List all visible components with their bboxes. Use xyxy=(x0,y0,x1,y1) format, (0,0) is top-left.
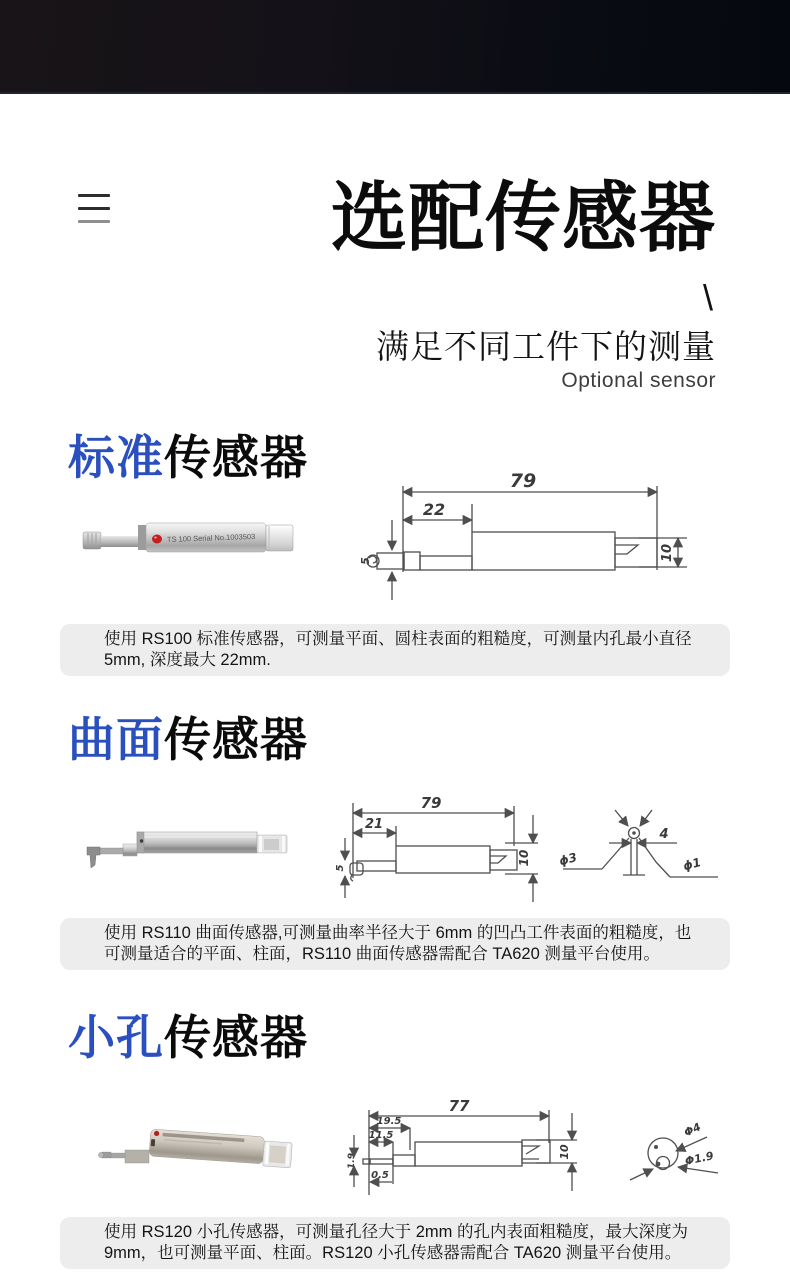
menu-line xyxy=(78,207,110,210)
photo-curved-sensor xyxy=(80,822,295,884)
photo-smallhole-sensor xyxy=(90,1112,300,1180)
dim-stem-length: 4 xyxy=(659,827,669,842)
dim-stem-dia: ϕ1 xyxy=(681,855,703,874)
top-black-banner xyxy=(0,0,790,94)
photo-standard-sensor xyxy=(75,511,300,573)
page-subtitle: 满足不同工件下的测量 xyxy=(376,328,716,365)
dim-overall-length: 77 xyxy=(448,1097,470,1115)
dim-tip-dia: 1.9 xyxy=(347,1153,357,1169)
page-title: 选配传感器 xyxy=(331,176,716,261)
description-box-standard xyxy=(60,624,730,676)
dim-ball-dia: ϕ3 xyxy=(557,850,579,869)
drawing-curved-tip-detail xyxy=(553,795,788,903)
probe-tip xyxy=(98,1152,103,1157)
dim-step1: 19.5 xyxy=(376,1116,402,1127)
description-text: 使用 RS110 曲面传感器,可测量曲率半径大于 6mm 的凹凸工件表面的粗糙度，也可测量适合的平面、柱面，RS110 曲面传感器需配合 TA620 测量平台使用。 xyxy=(104,924,692,963)
backslash-decoration: \ xyxy=(702,277,713,318)
drawing-standard-side-view xyxy=(356,466,696,608)
menu-line xyxy=(78,194,110,197)
probe-shaft xyxy=(111,1153,125,1158)
probe-shaft xyxy=(98,848,123,854)
description-text: 使用 RS100 标准传感器，可测量平面、圆柱表面的粗糙度，可测量内孔最小直径 5mm, 深度最大 22mm. xyxy=(104,630,692,669)
dim-tip-dia: 5 xyxy=(335,864,346,872)
page-subtitle-en: Optional sensor xyxy=(561,369,716,392)
menu-lines-icon xyxy=(78,194,110,223)
collar xyxy=(138,525,147,550)
menu-line xyxy=(78,220,110,223)
dim-tip-dia: 5 xyxy=(359,557,372,565)
dim-body-height: 10 xyxy=(660,543,675,563)
description-box-curved xyxy=(60,918,730,970)
sensor-body xyxy=(137,832,257,853)
probe-shaft xyxy=(101,536,138,547)
dim-body-height: 10 xyxy=(517,849,531,867)
section-heading-curved xyxy=(68,715,308,764)
red-dot xyxy=(152,535,162,544)
probe-block xyxy=(125,1150,149,1163)
dim-probe-length: 22 xyxy=(422,500,446,519)
heading-highlight: 标准 xyxy=(68,431,164,484)
probe-block xyxy=(123,844,137,856)
description-text: 使用 RS120 小孔传感器，可测量孔径大于 2mm 的孔内表面粗糙度，最大深度为 9mm，也可测量平面、柱面。RS120 小孔传感器需配合 TA620 测量平台使用。 xyxy=(104,1223,688,1262)
heading-highlight: 曲面 xyxy=(68,713,164,766)
dim-step2: 11.5 xyxy=(368,1130,394,1141)
dim-hole-dia: Φ4 xyxy=(682,1120,703,1140)
section-heading-standard xyxy=(68,433,308,482)
description-box-smallhole xyxy=(60,1217,730,1269)
drawing-smallhole-side-view xyxy=(331,1083,619,1207)
dim-body-height: 10 xyxy=(558,1144,571,1160)
dim-probe-length: 21 xyxy=(364,817,384,832)
end-cap xyxy=(266,525,293,551)
probe-hook-tip xyxy=(87,847,100,868)
heading-rest: 传感器 xyxy=(164,431,308,484)
dim-stem-dia: Φ1.9 xyxy=(683,1149,715,1168)
dim-overall-length: 79 xyxy=(420,794,442,812)
dim-overall-length: 79 xyxy=(509,470,537,492)
dim-offset: 0.5 xyxy=(371,1170,389,1181)
section-heading-smallhole xyxy=(68,1013,308,1062)
sensor-serial-label: TS 100 Serial No.1003503 xyxy=(166,531,256,544)
heading-rest: 传感器 xyxy=(164,713,308,766)
heading-highlight: 小孔 xyxy=(68,1011,164,1064)
drawing-curved-side-view xyxy=(331,786,579,908)
drawing-smallhole-tip-detail xyxy=(628,1116,790,1214)
heading-rest: 传感器 xyxy=(164,1011,308,1064)
